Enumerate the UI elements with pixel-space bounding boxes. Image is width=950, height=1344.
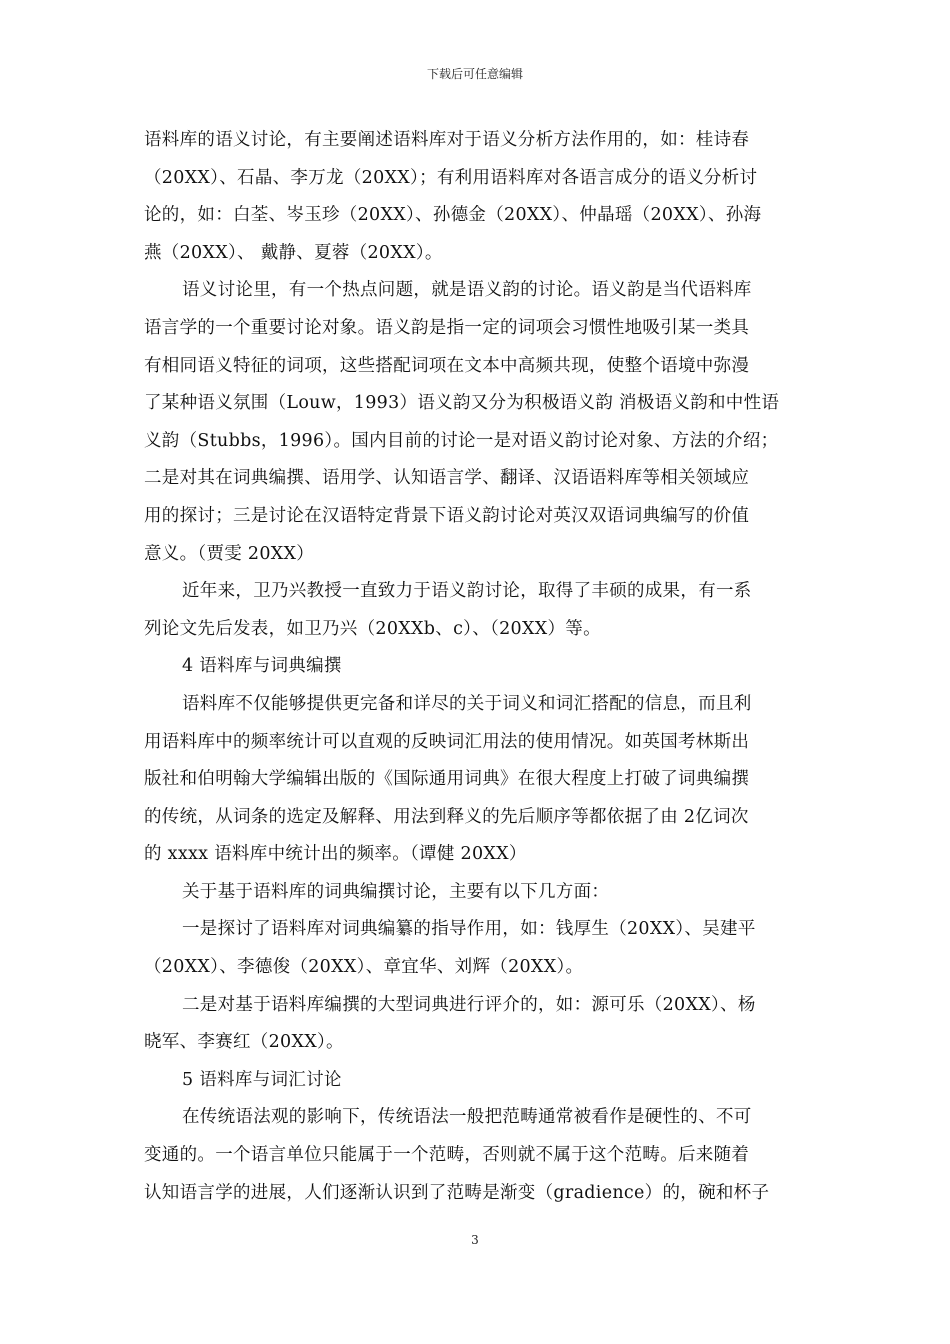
text-line: （20XX）、李德俊（20XX）、章宜华、刘辉（20XX）。 xyxy=(144,957,584,978)
text-line: 燕（20XX）、 戴静、夏蓉（20XX）。 xyxy=(144,242,443,263)
text-line: 的 xxxx 语料库中统计出的频率。（谭健 20XX） xyxy=(144,844,527,865)
text-line: 版社和伯明翰大学编辑出版的《国际通用词典》在很大程度上打破了词典编撰 xyxy=(144,769,750,790)
text-line: 语义讨论里，有一个热点问题，就是语义韵的讨论。语义韵是当代语料库 xyxy=(182,280,752,301)
text-line: 论的，如：白荃、岑玉珍（20XX）、孙德金（20XX）、仲晶瑶（20XX）、孙海 xyxy=(144,205,762,226)
text-line: 晓军、李赛红（20XX）。 xyxy=(144,1032,344,1053)
text-line: 一是探讨了语料库对词典编纂的指导作用，如：钱厚生（20XX）、吴建平 xyxy=(182,919,756,940)
text-line: 语言学的一个重要讨论对象。语义韵是指一定的词项会习惯性地吸引某一类具 xyxy=(144,317,750,338)
text-line: 语料库的语义讨论，有主要阐述语料库对于语义分析方法作用的，如：桂诗春 xyxy=(144,130,750,150)
text-line: 列论文先后发表，如卫乃兴（20XXb、c）、（20XX）等。 xyxy=(144,618,601,639)
text-line: 关于基于语料库的词典编撰讨论，主要有以下几方面： xyxy=(182,881,610,902)
page-header: 下载后可任意编辑 xyxy=(426,67,523,81)
text-line: 有相同语义特征的词项，这些搭配词项在文本中高频共现，使整个语境中弥漫 xyxy=(144,355,750,376)
text-line: 意义。（贾雯 20XX） xyxy=(144,543,315,564)
text-line: 近年来，卫乃兴教授一直致力于语义韵讨论，取得了丰硕的成果，有一系 xyxy=(182,581,752,602)
text-line: 用的探讨；三是讨论在汉语特定背景下语义韵讨论对英汉双语词典编写的价值 xyxy=(144,505,750,526)
text-line: 的传统，从词条的选定及解释、用法到释义的先后顺序等都依据了由 2亿词次 xyxy=(144,806,749,827)
text-line: 4 语料库与词典编撰 xyxy=(182,656,342,677)
page-number: 3 xyxy=(471,1233,479,1247)
text-line: 认知语言学的进展，人们逐渐认识到了范畴是渐变（gradience）的，碗和杯子 xyxy=(144,1182,770,1203)
text-line: 在传统语法观的影响下，传统语法一般把范畴通常被看作是硬性的、不可 xyxy=(182,1107,752,1128)
text-line: 变通的。一个语言单位只能属于一个范畴，否则就不属于这个范畴。后来随着 xyxy=(144,1145,750,1166)
text-line: 义韵（Stubbs，1996）。国内目前的讨论一是对语义韵讨论对象、方法的介绍； xyxy=(144,430,779,451)
text-line: 5 语料库与词汇讨论 xyxy=(182,1069,342,1090)
body-text xyxy=(144,122,809,1212)
text-line: 语料库不仅能够提供更完备和详尽的关于词义和词汇搭配的信息，而且利 xyxy=(182,693,752,714)
text-line: 用语料库中的频率统计可以直观的反映词汇用法的使用情况。如英国考林斯出 xyxy=(144,731,750,752)
text-line: 了某种语义氛围（Louw，1993）语义韵又分为积极语义韵 消极语义韵和中性语 xyxy=(144,393,780,414)
text-line: 二是对基于语料库编撰的大型词典进行评介的，如：源可乐（20XX）、杨 xyxy=(182,994,756,1015)
text-line: 二是对其在词典编撰、语用学、认知语言学、翻译、汉语语料库等相关领域应 xyxy=(144,468,750,489)
text-line: （20XX）、石晶、李万龙（20XX）；有利用语料库对各语言成分的语义分析讨 xyxy=(144,167,758,188)
